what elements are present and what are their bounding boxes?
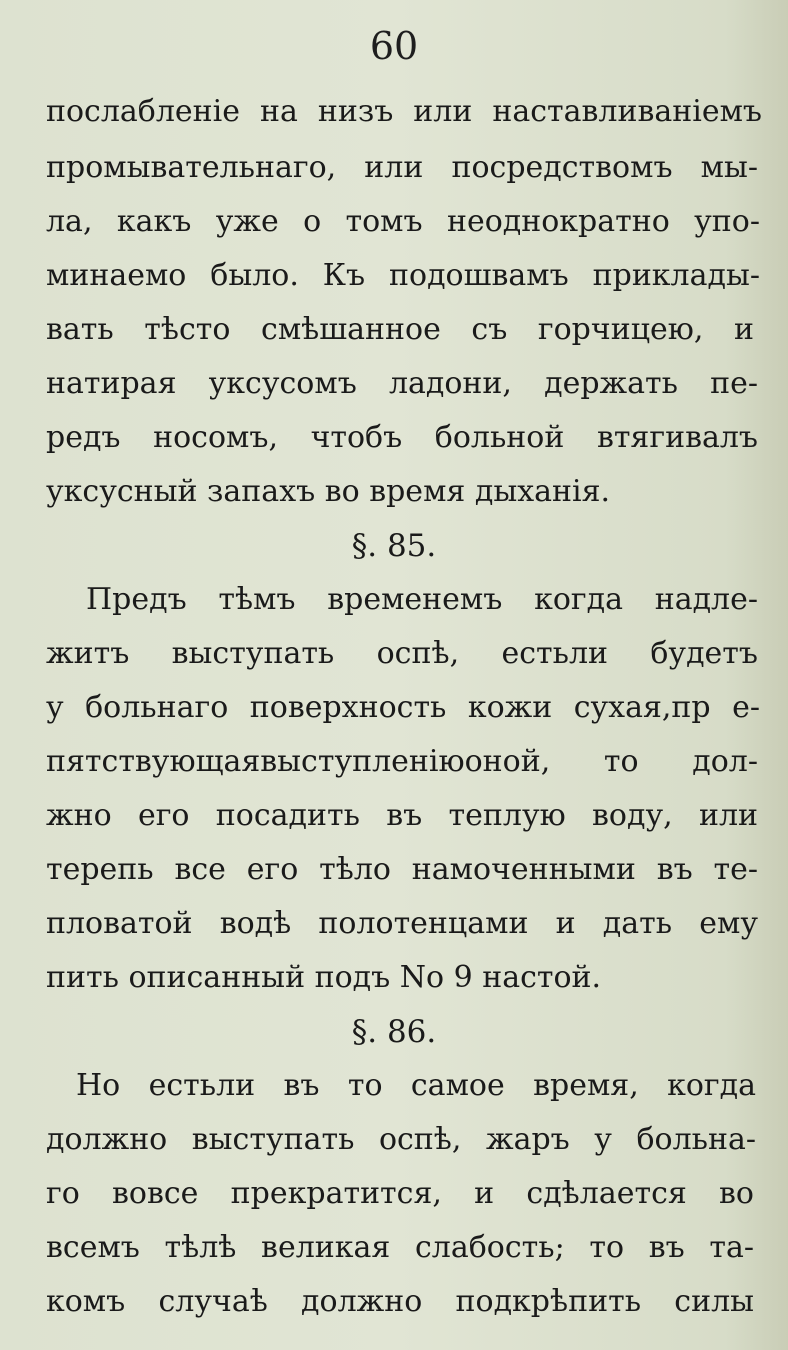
text-line: комъ случаѣ должно подкрѣпить силы <box>46 1284 754 1319</box>
text-line: всемъ тѣлѣ великая слабость; то въ та- <box>46 1230 754 1265</box>
section-heading: §. 86. <box>351 1014 437 1050</box>
text-line: жно его посадить въ теплую воду, или <box>46 798 758 833</box>
text-line: у больнаго поверхность кожи сухая,пр е- <box>46 690 760 725</box>
text-line: пятствующаявыступленіюоной, то дол- <box>46 744 758 779</box>
text-line: уксусный запахъ во время дыханія. <box>46 474 611 509</box>
text-line: Предъ тѣмъ временемъ когда надле- <box>86 582 758 617</box>
text-line: Но естьли въ то самое время, когда <box>76 1068 756 1103</box>
text-line: ла, какъ уже о томъ неоднократно упо- <box>46 204 760 239</box>
text-line: терепь все его тѣло намоченными въ те- <box>46 852 758 887</box>
text-line: минаемо было. Къ подошвамъ приклады- <box>46 258 760 293</box>
text-line: го вовсе прекратится, и сдѣлается во <box>46 1176 754 1211</box>
page-number: 60 <box>369 24 419 68</box>
text-line: промывательнаго, или посредствомъ мы- <box>46 150 758 185</box>
text-line: натирая уксусомъ ладони, держать пе- <box>46 366 758 401</box>
text-line: должно выступать оспѣ, жаръ у больна- <box>46 1122 756 1157</box>
text-line: пить описанный подъ No 9 настой. <box>46 960 602 995</box>
text-line: послабленіе на низъ или наставливаніемъ <box>46 94 762 129</box>
section-heading: §. 85. <box>351 528 437 564</box>
text-line: редъ носомъ, чтобъ больной втягивалъ <box>46 420 758 455</box>
text-line: житъ выступать оспѣ, естьли будетъ <box>46 636 758 671</box>
text-line: пловатой водѣ полотенцами и дать ему <box>46 906 758 941</box>
text-line: вать тѣсто смѣшанное съ горчицею, и <box>46 312 754 347</box>
